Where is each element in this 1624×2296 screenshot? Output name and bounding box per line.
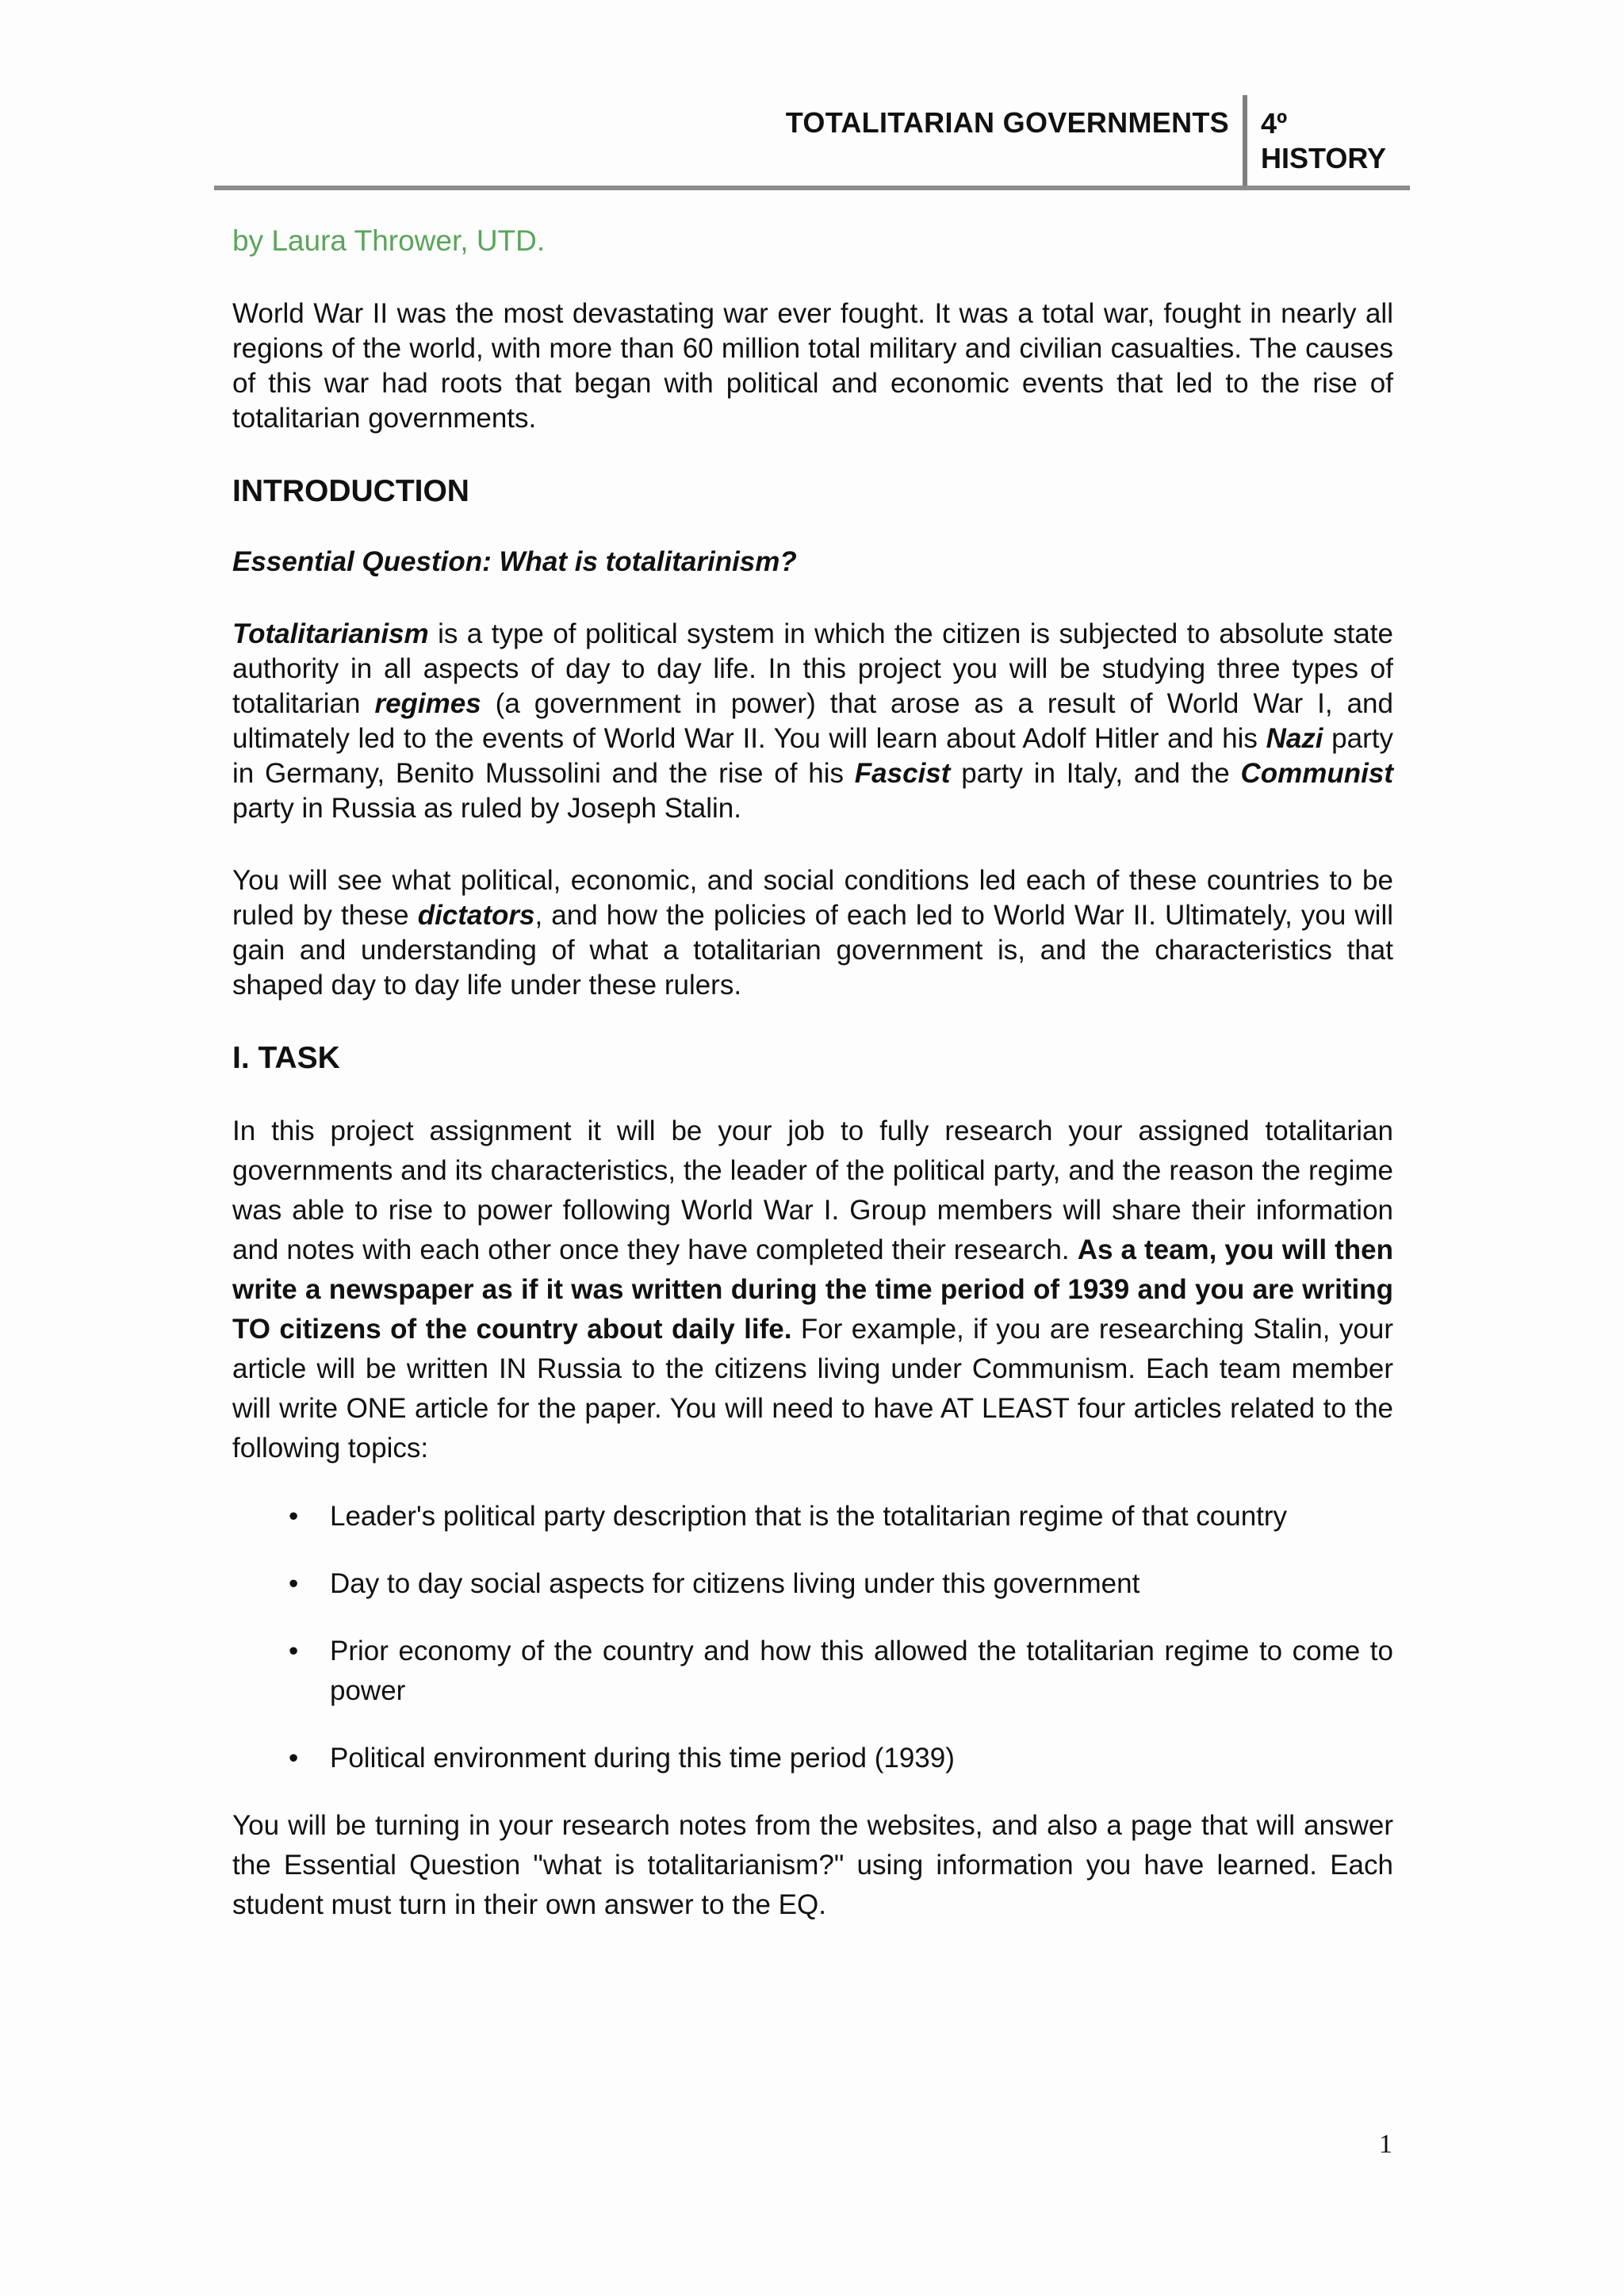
header-vertical-divider (1243, 95, 1247, 189)
list-item (232, 1497, 1393, 1536)
term-regimes: regimes (374, 688, 481, 719)
text-run: , and how the policies of each led to World War II. Ultimately, you will gain and understanding of what a totalitarian government is, and the characteristics that shaped day to day life under these rulers. (232, 900, 1393, 1001)
task-paragraph (232, 1112, 1393, 1468)
header-rule (214, 186, 1410, 190)
text-run: party in Italy, and the (950, 758, 1241, 789)
bullet-icon: • (289, 1743, 299, 1774)
document-body (232, 224, 1393, 1962)
text-run: In this project assignment it will be your job to fully research your assigned totalitarian governments and its characteristics, the leader of the political party, and the reason the regime was able to rise to power following World War I. Group members will share their information and notes with each other once they have completed their research. (232, 1115, 1393, 1265)
author-line: by Laura Thrower, UTD. (232, 224, 546, 257)
page-number: 1 (1379, 2130, 1392, 2159)
term-communist: Communist (1240, 758, 1393, 789)
text-run: You will see what political, economic, and social conditions led each of these countries to be ruled by these (232, 865, 1393, 931)
term-nazi: Nazi (1266, 723, 1323, 754)
list-item (232, 1564, 1393, 1604)
term-totalitarianism: Totalitarianism (232, 618, 429, 649)
text-run: For example, if you are researching Stalin, your article will be written IN Russia to the citizens living under Communism. Each team member will write ONE article for the paper. You will need to have AT LEAST four articles related to the following topics: (232, 1314, 1393, 1464)
text-run: party in Germany, Benito Mussolini and the rise of his (232, 723, 1393, 789)
totalitarianism-paragraph (232, 617, 1393, 826)
text-run: is a type of political system in which the citizen is subjected to absolute state authority in all aspects of day to day life. In this project you will be studying three types of totalitarian (232, 618, 1393, 719)
list-item-text: Political environment during this time period (1939) (330, 1743, 955, 1774)
list-item-text: Prior economy of the country and how this allowed the totalitarian regime to come to power (330, 1636, 1393, 1706)
text-run: party in Russia as ruled by Joseph Stalin. (232, 793, 741, 824)
introduction-heading: INTRODUCTION (232, 474, 469, 508)
header-title: TOTALITARIAN GOVERNMENTS (785, 106, 1229, 139)
essential-question: Essential Question: What is totalitarinism? (232, 546, 797, 577)
bullet-icon: • (289, 1501, 299, 1532)
task-bold-instruction: As a team, you will then write a newspaper as if it was written during the time period of 1939 and you are writing TO citizens of the country about daily life. (232, 1234, 1393, 1345)
task-section (232, 1112, 1393, 1925)
header-course-label (1261, 106, 1386, 176)
list-item (232, 1739, 1393, 1778)
dictators-paragraph (232, 863, 1393, 1003)
text-run: (a government in power) that arose as a result of World War I, and ultimately led to the events of World War II. You will learn about Adolf Hitler and his (232, 688, 1393, 754)
header-grade: 4º (1261, 107, 1288, 140)
list-item (232, 1632, 1393, 1711)
bullet-icon: • (289, 1568, 299, 1599)
header-subject: HISTORY (1261, 142, 1387, 174)
list-item-text: Leader's political party description that is the totalitarian regime of that country (330, 1501, 1288, 1532)
list-item-text: Day to day social aspects for citizens living under this government (330, 1568, 1140, 1599)
intro-paragraph: World War II was the most devastating war ever fought. It was a total war, fought in nearly all regions of the world, with more than 60 million total military and civilian casualties. The causes of this war had roots that began with political and economic events that led to the rise of totalitarian governments. (232, 298, 1393, 434)
page-header (214, 95, 1410, 189)
research-notes-paragraph: You will be turning in your research notes from the websites, and also a page that will answer the Essential Question "what is totalitarianism?" using information you have learned. Each student must turn in their own answer to the EQ. (232, 1810, 1393, 1920)
topics-list (232, 1497, 1393, 1778)
bullet-icon: • (289, 1636, 299, 1667)
term-dictators: dictators (417, 900, 535, 931)
term-fascist: Fascist (854, 758, 951, 789)
task-heading: I. TASK (232, 1041, 340, 1075)
